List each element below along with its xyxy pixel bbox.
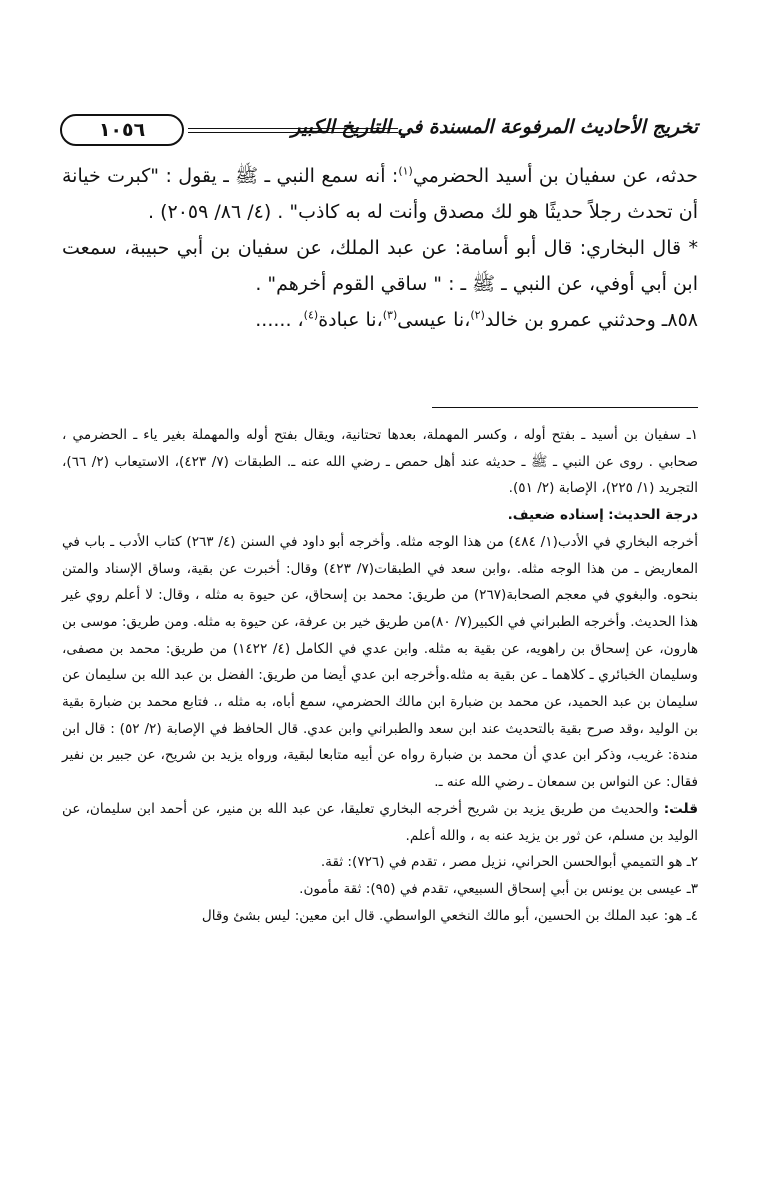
hadith-degree [62, 502, 698, 529]
footnote-separator [432, 407, 698, 408]
footnote-ref-4: (٤) [303, 308, 319, 322]
hadith-text-2: : أنه سمع النبي ـ ﷺ ـ يقول : "كبرت خيانة أن تحدث رجلاً حديثًا هو لك مصدق وأنت له به كاذب" . (٤/ ٨٦/ ٢٠٥٩) . [62, 165, 698, 223]
page-header [60, 112, 698, 148]
footnote-1: ١ـ سفيان بن أسيد ـ بفتح أوله ، وكسر المهملة، بعدها تحتانية، ويقال بفتح أوله والمهملة بغير ياء ـ الحضرمي ، صحابي . روى عن النبي ـ ﷺ ـ حديثه عند أهل حمص ـ رضي الله عنه ـ. الطبقات (٧/ ٤٢٣)، الاستيعاب (٢/ ٦٦)، التجريد (١/ ٢٢٥)، الإصابة (٢/ ٥١). [62, 427, 698, 497]
running-title: تخريج الأحاديث المرفوعة المسندة في التاريخ الكبير [291, 116, 698, 138]
header-rule [188, 128, 398, 133]
bukhari-paragraph: * قال البخاري: قال أبو أسامة: عن عبد الملك، عن سفيان بن أبي حبيبة، سمعت ابن أبي أوفي، عن النبي ـ ﷺ ـ : " ساقي القوم أخرهم" . [62, 237, 698, 295]
degree-label: درجة الحديث: [608, 507, 698, 524]
hadith-paragraph [62, 158, 698, 230]
main-text [62, 158, 698, 338]
footnote-ref-2: (٢) [470, 308, 485, 322]
qultu-text: والحديث من طريق يزيد بن شريح أخرجه البخاري تعليقا، عن عبد الله بن منير، عن أحمد ابن سليمان، عن الوليد بن مسلم، عن ثور بن يزيد عنه به ، والله أعلم. [62, 800, 698, 844]
hadith-858-text-1: ٨٥٨ـ وحدثني عمرو بن خالد [484, 309, 698, 331]
hadith-858-paragraph [62, 302, 698, 338]
qultu-paragraph [62, 796, 698, 849]
footnotes [62, 422, 698, 929]
page-number: ١٠٥٦ [60, 114, 184, 146]
hadith-858-text-2: ،نا عيسى [397, 309, 471, 331]
degree-value: إسناده ضعيف. [507, 507, 604, 524]
hadith-858-text-4: ، ...... [255, 309, 304, 331]
hadith-text-1: حدثه، عن سفيان بن أسيد الحضرمي [412, 165, 699, 187]
qultu-label: قلت: [663, 800, 698, 817]
footnote-ref-3: (٣) [382, 308, 398, 322]
footnote-ref-1: (١) [398, 164, 413, 178]
hadith-858-text-3: ،نا عبادة [318, 309, 383, 331]
footnote-4: ٤ـ هو: عبد الملك بن الحسين، أبو مالك النخعي الواسطي. قال ابن معين: ليس بشئ وقال [201, 907, 698, 924]
takhrij-paragraph: أخرجه البخاري في الأدب(١/ ٤٨٤) من هذا الوجه مثله. وأخرجه أبو داود في السنن (٤/ ٢٦٣) كتاب الأدب ـ باب في المعاريض ـ من هذا الوجه مثله. ،وابن سعد في الطبقات(٧/ ٤٢٣) وقال: أخبرت عن بقية، وساق الإسناد والمتن بنحوه. والبغوي في معجم الصحابة(٢٦٧) من طريق: محمد بن إسحاق، عن حيوة به مثله ، وقال: لا أعلم روي غير هذا الحديث. وأخرجه الطبراني في الكبير(٧/ ٨٠)من طريق خير بن عرفة، عن حيوة به مثله. ومن طريق: موسى بن هارون، عن إسحاق بن راهويه، عن بقية به مثله. وابن عدي في الكامل (٤/ ١٤٢٢) من طريق: محمد بن مصفى، وسليمان الخبائري ـ كلاهما ـ عن بقية به مثله.وأخرجه ابن عدي أيضا من طريق: الفضل بن عبد الله بن سليمان عن سليمان بن عبد الحميد، عن محمد بن ضبارة ابن مالك الحضرمي، سمع أباه، به مثله ،. فتابع محمد بن ضبارة بقية بن الوليد ،وقد صرح بقية بالتحديث عند ابن سعد والطبراني وابن عدي. قال الحافظ في الإصابة (٢/ ٥٢) : قال ابن مندة: غريب، وذكر ابن عدي أن محمد بن ضبارة رواه عن أبيه متابعا لبقية، ورواه يزيد بن شريح، عن جبير بن نفير فقال: عن النواس بن سمعان ـ رضي الله عنه ـ. [62, 533, 699, 791]
footnote-3: ٣ـ عيسى بن يونس بن أبي إسحاق السبيعي، تقدم في (٩٥): ثقة مأمون. [299, 880, 698, 897]
footnote-2: ٢ـ هو التميمي أبوالحسن الحراني، نزيل مصر ، تقدم في (٧٢٦): ثقة. [320, 854, 698, 871]
